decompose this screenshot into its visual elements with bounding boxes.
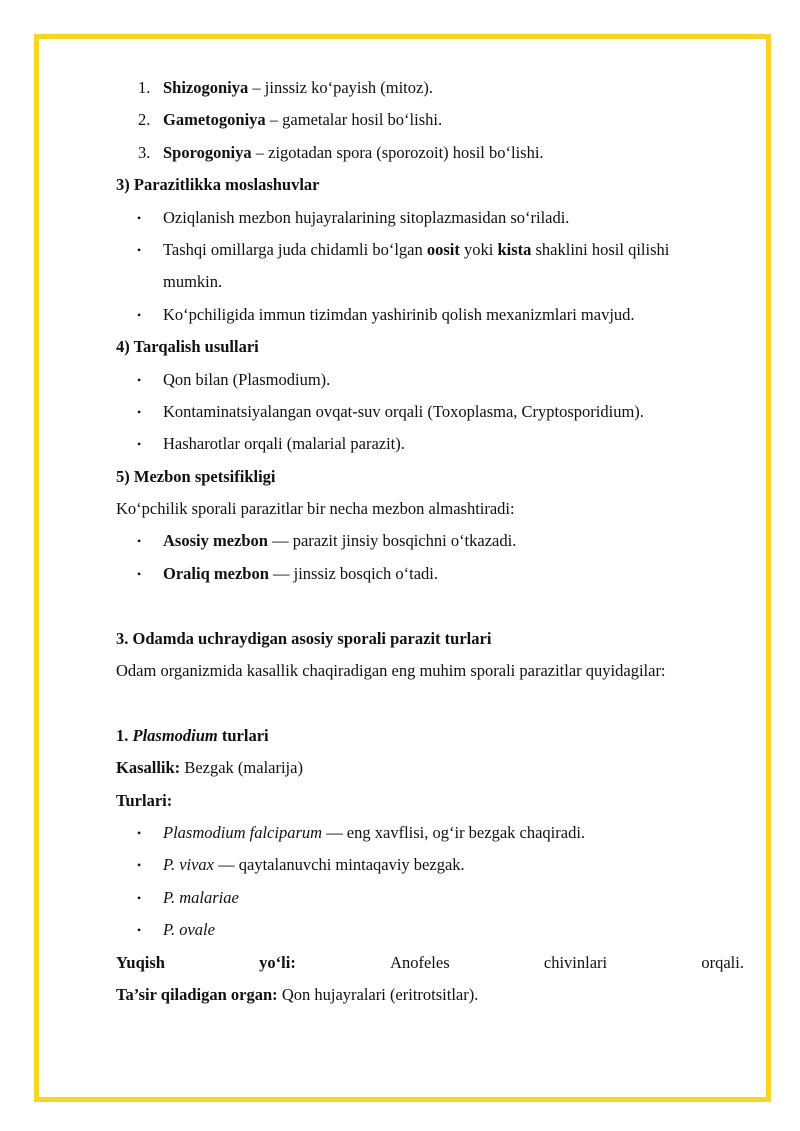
- list-item: [116, 428, 744, 460]
- list-item: [116, 396, 744, 428]
- list-item-text: Kontaminatsiyalangan ovqat-suv orqali (Toxoplasma, Cryptosporidium).: [163, 401, 644, 421]
- list-item: [116, 299, 744, 331]
- list-item: [116, 137, 744, 169]
- list-item: [116, 72, 744, 104]
- bullet-icon: •: [137, 242, 142, 257]
- term-bold: kista: [497, 239, 532, 259]
- list-item-text: — jinssiz bosqich oʻtadi.: [268, 563, 438, 583]
- transmission-route-line: Yuqish yoʻli: Anofeles chivinlari orqali.: [116, 952, 744, 972]
- list-item-text: Hasharotlar orqali (malarial parazit).: [163, 434, 405, 454]
- list-item-text: — eng xavflisi, ogʻir bezgak chaqiradi.: [322, 822, 586, 842]
- list-item: [116, 525, 744, 557]
- species-name: P. vivax: [163, 855, 215, 875]
- list-item: [116, 817, 744, 849]
- list-item-text: — qaytalanuvchi mintaqaviy bezgak.: [214, 855, 465, 875]
- term-bold: Shizogoniya: [163, 78, 249, 97]
- term-description: – zigotadan spora (sporozoit) hosil boʻlishi.: [251, 142, 544, 162]
- list-item-continuation: mumkin.: [163, 272, 223, 292]
- list-item: [116, 558, 744, 590]
- bullet-icon: •: [137, 210, 142, 225]
- list-item: [116, 882, 744, 914]
- species-name: Plasmodium falciparum: [163, 822, 323, 842]
- bullet-icon: •: [137, 566, 142, 581]
- section-heading: 3. Odamda uchraydigan asosiy sporali parazit turlari: [116, 628, 492, 648]
- term-bold: Asosiy mezbon: [163, 531, 268, 551]
- list-item: [116, 364, 744, 396]
- bullet-icon: •: [137, 858, 142, 873]
- paragraph: Odam organizmida kasallik chaqiradigan eng muhim sporali parazitlar quyidagilar:: [116, 661, 666, 681]
- list-item: [116, 914, 744, 946]
- bullet-icon: •: [137, 437, 142, 452]
- list-item-text: Tashqi omillarga juda chidamli boʻlgan: [163, 239, 427, 259]
- bullet-icon: •: [137, 534, 142, 549]
- term-bold: Sporogoniya: [163, 142, 252, 162]
- types-label-line: Turlari:: [116, 790, 173, 810]
- section-heading: 3) Parazitlikka moslashuvlar: [116, 175, 320, 195]
- list-item: [116, 234, 744, 266]
- term-description: – jinssiz koʻpayish (mitoz).: [248, 78, 433, 97]
- list-item-text: yoki: [459, 239, 498, 259]
- list-item: [116, 849, 744, 881]
- species-name: P. malariae: [163, 887, 239, 907]
- section-heading: 4) Tarqalish usullari: [116, 337, 259, 357]
- paragraph: Koʻpchilik sporali parazitlar bir necha mezbon almashtiradi:: [116, 499, 515, 519]
- document-body: [116, 72, 744, 1011]
- list-number: 1.: [138, 78, 151, 97]
- subsection-heading: 1. Plasmodium turlari: [116, 725, 269, 745]
- section-heading: 5) Mezbon spetsifikligi: [116, 466, 276, 486]
- list-item-text: — parazit jinsiy bosqichni oʻtkazadi.: [267, 531, 517, 551]
- list-number: 3.: [138, 142, 151, 162]
- list-item: [116, 104, 744, 136]
- species-name: P. ovale: [163, 920, 215, 940]
- list-item: [116, 202, 744, 234]
- list-item-text: Oziqlanish mezbon hujayralarining sitoplazmasidan soʻriladi.: [163, 207, 570, 227]
- bullet-icon: •: [137, 923, 142, 938]
- bullet-icon: •: [137, 307, 142, 322]
- organ-line: Ta’sir qiladigan organ: Qon hujayralari (eritrotsitlar).: [116, 984, 479, 1004]
- list-item-text: Qon bilan (Plasmodium).: [163, 369, 331, 389]
- term-bold: Gametogoniya: [163, 110, 266, 130]
- list-item-text: shaklini hosil qilishi: [531, 239, 670, 259]
- term-description: – gametalar hosil boʻlishi.: [265, 110, 443, 130]
- bullet-icon: •: [137, 372, 142, 387]
- bullet-icon: •: [137, 890, 142, 905]
- list-number: 2.: [138, 110, 151, 130]
- list-item-text: Koʻpchiligida immun tizimdan yashirinib qolish mexanizmlari mavjud.: [163, 304, 635, 324]
- term-bold: Oraliq mezbon: [163, 563, 269, 583]
- bullet-icon: •: [137, 825, 142, 840]
- term-bold: oosit: [426, 239, 460, 259]
- bullet-icon: •: [137, 404, 142, 419]
- disease-line: Kasallik: Bezgak (malarija): [116, 758, 303, 778]
